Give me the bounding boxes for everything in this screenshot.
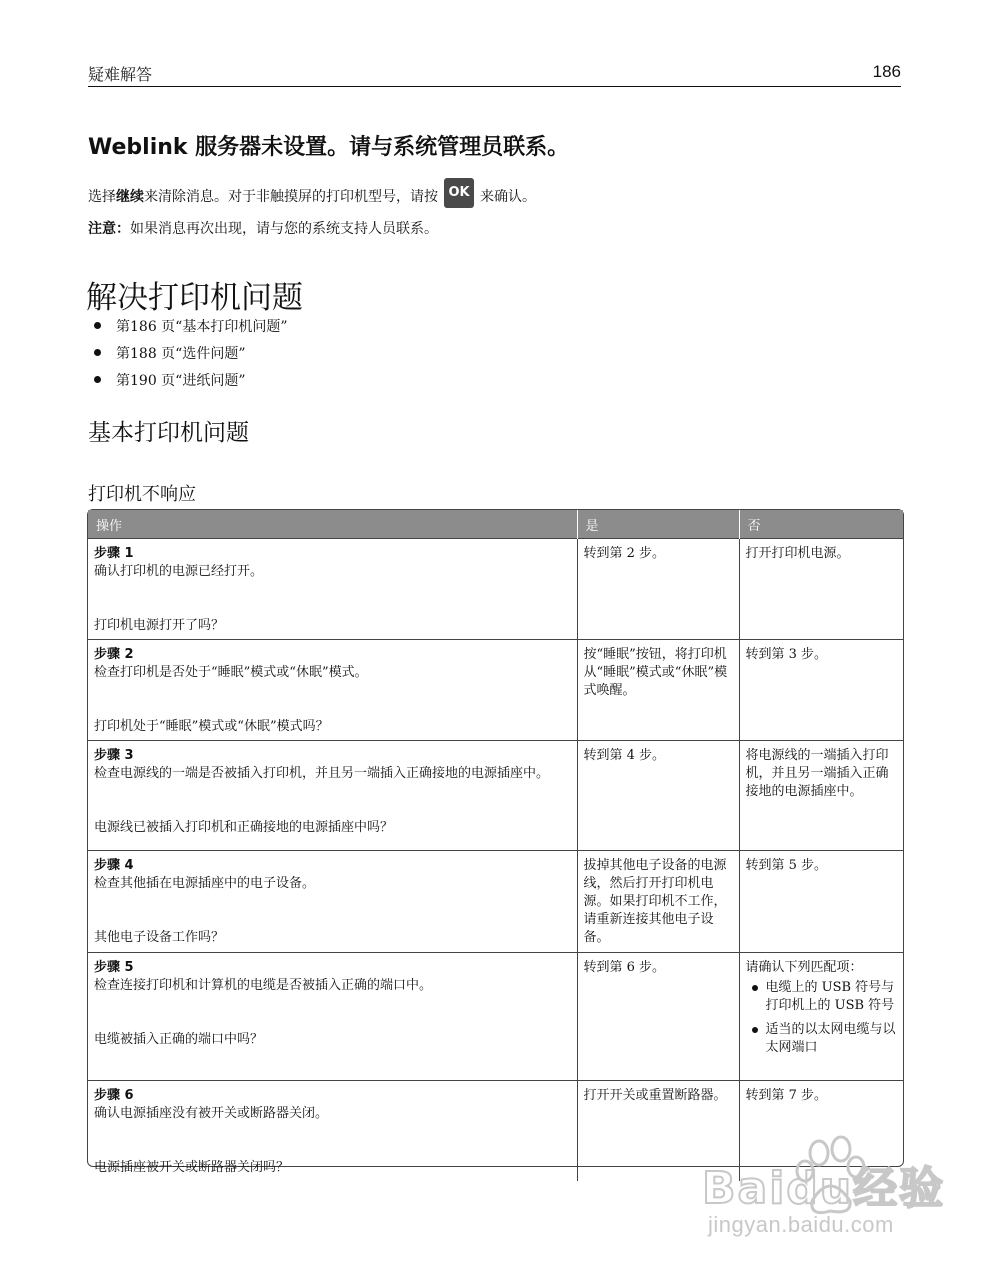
header-rule xyxy=(88,86,901,87)
yes-cell: 打开开关或重置断路器。 xyxy=(577,1081,739,1182)
instruction-paragraph xyxy=(88,182,536,212)
watermark-site: jingyan.baidu.com xyxy=(708,1212,894,1237)
bullet-icon xyxy=(94,322,101,329)
instruction-post: 来确认。 xyxy=(480,189,536,205)
no-cell xyxy=(739,953,903,1081)
instruction-continue: 继续 xyxy=(116,189,144,205)
no-cell: 打开打印机电源。 xyxy=(739,539,903,640)
no-cell: 将电源线的一端插入打印机，并且另一端插入正确接地的电源插座中。 xyxy=(739,741,903,851)
table-row xyxy=(88,741,903,851)
header-title: 疑难解答 xyxy=(88,65,153,84)
list-item: 电缆上的 USB 符号与打印机上的 USB 符号 xyxy=(746,979,898,1015)
note-label: 注意： xyxy=(88,221,130,237)
section-title-weblink: Weblink 服务器未设置。请与系统管理员联系。 xyxy=(88,135,570,160)
bullet-icon xyxy=(752,1027,758,1033)
table-row xyxy=(88,851,903,953)
list-item: 适当的以太网电缆与以太网端口 xyxy=(746,1021,898,1057)
page-number: 186 xyxy=(872,62,901,81)
header-no: 否 xyxy=(739,510,903,539)
ok-button-icon: OK xyxy=(444,178,474,208)
action-cell: 步骤 5 检查连接打印机和计算机的电缆是否被插入正确的端口中。 电缆被插入正确的端口中吗？ xyxy=(88,953,577,1081)
no-cell: 转到第 5 步。 xyxy=(739,851,903,953)
no-intro: 请确认下列匹配项： xyxy=(745,960,863,975)
action-cell: 步骤 2 检查打印机是否处于“睡眠”模式或“休眠”模式。 打印机处于“睡眠”模式或“休眠”模式吗？ xyxy=(88,640,577,741)
instruction-mid: 来清除消息。对于非触摸屏的打印机型号，请按 xyxy=(144,189,438,205)
table-row xyxy=(88,539,903,640)
action-cell: 步骤 1 确认打印机的电源已经打开。 打印机电源打开了吗？ xyxy=(88,539,577,640)
match-list xyxy=(746,979,898,1057)
instruction-pre: 选择 xyxy=(88,189,116,205)
no-cell: 转到第 7 步。 xyxy=(739,1081,903,1182)
toc-link[interactable]: 第186 页“基本打印机问题” xyxy=(92,316,288,343)
section-title-no-response: 打印机不响应 xyxy=(88,484,196,505)
note-text: 如果消息再次出现，请与您的系统支持人员联系。 xyxy=(130,221,438,237)
note-paragraph xyxy=(88,218,438,238)
watermark-logo-text: Baidu经验 xyxy=(702,1163,946,1214)
section-title-basic: 基本打印机问题 xyxy=(88,420,249,446)
toc-list xyxy=(92,316,288,397)
action-cell: 步骤 3 检查电源线的一端是否被插入打印机，并且另一端插入正确接地的电源插座中。 电源线已被插入打印机和正确接地的电源插座中吗？ xyxy=(88,741,577,851)
yes-cell: 转到第 6 步。 xyxy=(577,953,739,1081)
yes-cell: 拔掉其他电子设备的电源线，然后打开打印机电源。如果打印机不工作，请重新连接其他电子设备。 xyxy=(577,851,739,953)
table-row xyxy=(88,953,903,1081)
header-action: 操作 xyxy=(88,510,577,539)
action-cell: 步骤 6 确认电源插座没有被开关或断路器关闭。 电源插座被开关或断路器关闭吗？ xyxy=(88,1081,577,1182)
troubleshooting-table xyxy=(87,509,904,1175)
yes-cell: 按“睡眠”按钮，将打印机从“睡眠”模式或“休眠”模式唤醒。 xyxy=(577,640,739,741)
yes-cell: 转到第 2 步。 xyxy=(577,539,739,640)
yes-cell: 转到第 4 步。 xyxy=(577,741,739,851)
action-cell: 步骤 4 检查其他插在电源插座中的电子设备。 其他电子设备工作吗？ xyxy=(88,851,577,953)
table-row xyxy=(88,640,903,741)
toc-link[interactable]: 第190 页“进纸问题” xyxy=(92,370,288,397)
toc-link[interactable]: 第188 页“选件问题” xyxy=(92,343,288,370)
section-title-solve: 解决打印机问题 xyxy=(86,280,303,316)
table-header-row xyxy=(88,510,903,539)
bullet-icon xyxy=(94,376,101,383)
no-cell: 转到第 3 步。 xyxy=(739,640,903,741)
header-yes: 是 xyxy=(577,510,739,539)
bullet-icon xyxy=(94,349,101,356)
bullet-icon xyxy=(752,985,758,991)
